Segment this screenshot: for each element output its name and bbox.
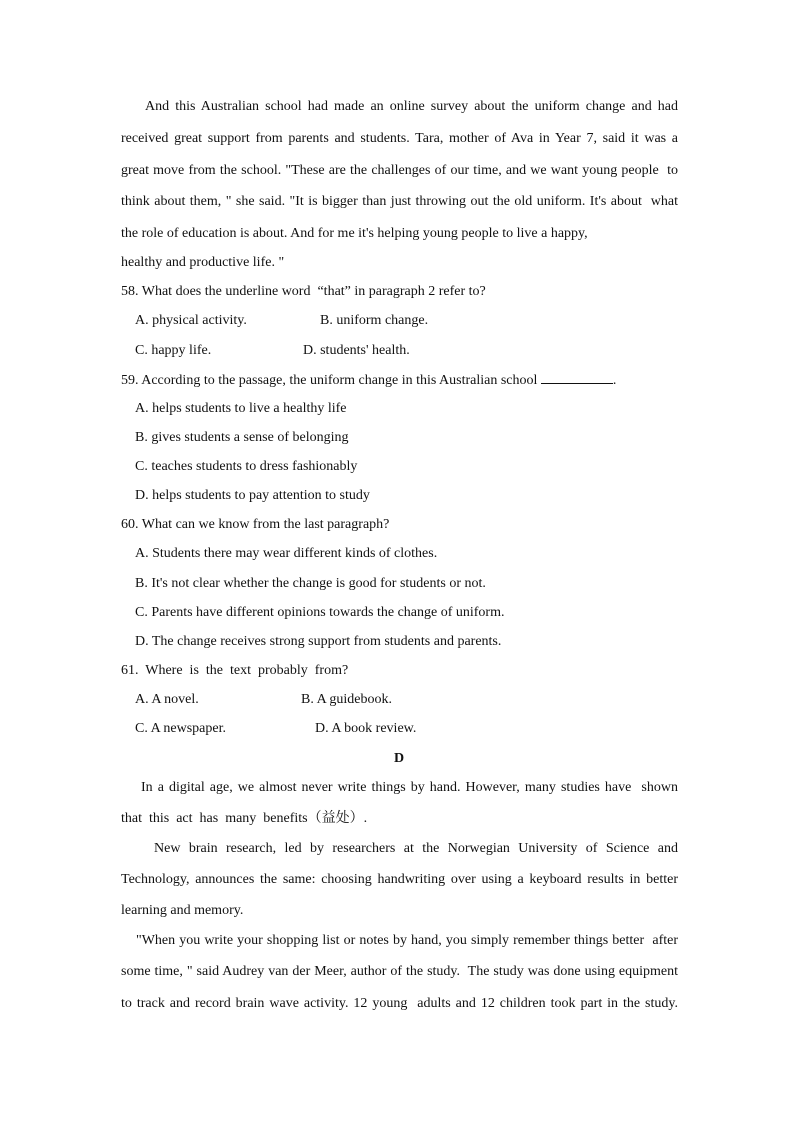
question-61-stem: 61. Where is the text probably from? bbox=[121, 663, 349, 678]
passage-d-p3-line-3: to track and record brain wave activity. 12 young adults and 12 children took part in the study. bbox=[121, 996, 678, 1011]
question-59-stem bbox=[121, 371, 617, 390]
answer-blank bbox=[541, 371, 613, 384]
passage-c-line-4: think about them, " she said. "It is bigger than just throwing out the old uniform. It's about what bbox=[121, 194, 678, 209]
question-61-option-d: D. A book review. bbox=[315, 721, 417, 736]
question-58-stem: 58. What does the underline word “that” in paragraph 2 refer to? bbox=[121, 284, 486, 299]
passage-d-p3-line-2: some time, " said Audrey van der Meer, author of the study. The study was done using equipment bbox=[121, 964, 678, 979]
section-heading-d: D bbox=[394, 751, 405, 766]
question-60-option-a: A. Students there may wear different kinds of clothes. bbox=[135, 546, 438, 561]
question-59-stem-text: 59. According to the passage, the uniform change in this Australian school bbox=[121, 373, 538, 388]
question-58-option-c: C. happy life. bbox=[135, 343, 212, 358]
question-59-option-a: A. helps students to live a healthy life bbox=[135, 401, 347, 416]
passage-d-p2-line-2: Technology, announces the same: choosing handwriting over using a keyboard results in better bbox=[121, 872, 678, 887]
question-59-stem-end: . bbox=[612, 373, 617, 388]
question-58-option-b: B. uniform change. bbox=[320, 313, 429, 328]
question-58-option-a: A. physical activity. bbox=[135, 313, 247, 328]
question-61-option-b: B. A guidebook. bbox=[301, 692, 393, 707]
passage-d-p1-line-1: In a digital age, we almost never write things by hand. However, many studies have shown bbox=[141, 780, 678, 795]
passage-c-line-3: great move from the school. "These are the challenges of our time, and we want young people to bbox=[121, 163, 678, 178]
question-59-option-c: C. teaches students to dress fashionably bbox=[135, 459, 358, 474]
question-61-option-a: A. A novel. bbox=[135, 692, 199, 707]
passage-d-p1-line-2: that this act has many benefits（益处）. bbox=[121, 811, 368, 826]
question-60-option-c: C. Parents have different opinions towards the change of uniform. bbox=[135, 605, 505, 620]
passage-d-p2-line-1: New brain research, led by researchers at the Norwegian University of Science and bbox=[154, 841, 678, 856]
passage-d-p2-line-3: learning and memory. bbox=[121, 903, 244, 918]
question-60-option-d: D. The change receives strong support from students and parents. bbox=[135, 634, 502, 649]
passage-c-line-6: healthy and productive life. " bbox=[121, 255, 285, 270]
question-59-option-d: D. helps students to pay attention to study bbox=[135, 488, 370, 503]
question-58-option-d: D. students' health. bbox=[303, 343, 410, 358]
question-60-stem: 60. What can we know from the last paragraph? bbox=[121, 517, 390, 532]
passage-c-line-1: And this Australian school had made an online survey about the uniform change and had bbox=[145, 99, 678, 114]
question-59-option-b: B. gives students a sense of belonging bbox=[135, 430, 349, 445]
passage-c-line-5: the role of education is about. And for me it's helping young people to live a happy, bbox=[121, 226, 588, 241]
passage-c-line-2: received great support from parents and students. Tara, mother of Ava in Year 7, said it was a bbox=[121, 131, 678, 146]
passage-d-p3-line-1: "When you write your shopping list or notes by hand, you simply remember things better after bbox=[136, 933, 678, 948]
question-61-option-c: C. A newspaper. bbox=[135, 721, 226, 736]
question-60-option-b: B. It's not clear whether the change is good for students or not. bbox=[135, 576, 486, 591]
